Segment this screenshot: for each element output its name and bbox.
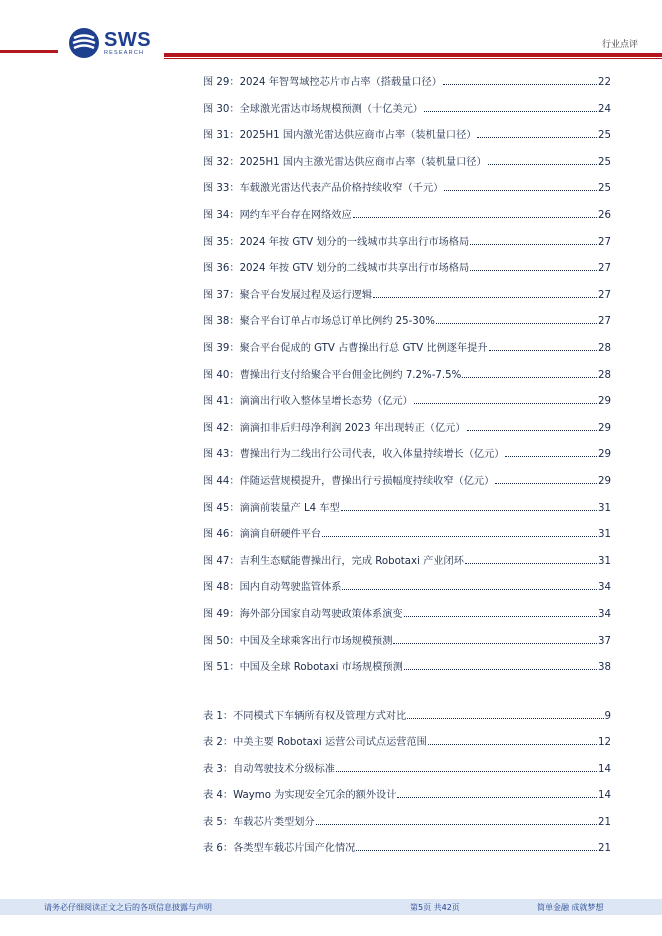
toc-dot-leader [465, 563, 597, 564]
toc-dot-leader [489, 350, 597, 351]
toc-dot-leader [424, 111, 597, 112]
figure-toc-label: 图 30：全球激光雷达市场规模预测（十亿美元） [203, 103, 423, 115]
figure-toc-row[interactable] [203, 500, 611, 514]
figure-toc-row[interactable] [203, 313, 611, 327]
table-toc-label: 表 2：中美主要 Robotaxi 运营公司试点运营范围 [203, 737, 427, 749]
figure-toc-page-number: 25 [598, 130, 611, 142]
toc-dot-leader [341, 510, 597, 511]
figure-toc-label: 图 35：2024 年按 GTV 划分的一线城市共享出行市场格局 [203, 236, 470, 248]
toc-dot-leader [505, 456, 597, 457]
figure-toc-page-number: 31 [598, 529, 611, 541]
table-toc-label: 表 6：各类型车载芯片国产化情况 [203, 843, 356, 854]
figure-toc-row[interactable] [203, 393, 611, 407]
logo-sub-text: RESEARCH [104, 49, 145, 56]
footer-disclaimer: 请务必仔细阅读正文之后的各项信息披露与声明 [44, 903, 212, 912]
figure-toc-row[interactable] [203, 207, 611, 221]
sws-logo-icon [68, 27, 100, 59]
toc-dot-leader [467, 430, 597, 431]
footer-page-info: 第5页 共42页 [410, 903, 460, 912]
figure-toc-page-number: 27 [598, 289, 611, 301]
figure-toc-page-number: 28 [598, 369, 611, 381]
figure-toc-row[interactable] [203, 446, 611, 460]
figure-toc-label: 图 50：中国及全球乘客出行市场规模预测 [203, 635, 393, 647]
table-toc-row[interactable] [203, 787, 611, 801]
figure-toc-page-number: 29 [598, 476, 611, 487]
table-toc-row[interactable] [203, 840, 611, 854]
figure-toc-page-number: 27 [598, 263, 611, 275]
table-toc-row[interactable] [203, 734, 611, 748]
table-toc-row[interactable] [203, 761, 611, 775]
toc-dot-leader [397, 797, 597, 798]
figure-toc-label: 图 29：2024 年智驾域控芯片市占率（搭载量口径） [203, 77, 442, 88]
figure-toc-label: 图 38：聚合平台订单占市场总订单比例约 25-30% [203, 316, 435, 328]
toc-dot-leader [407, 718, 603, 719]
toc-dot-leader [373, 297, 597, 298]
figure-toc-page-number: 25 [598, 156, 611, 168]
figure-toc-page-number: 29 [598, 449, 611, 461]
figure-toc-page-number: 22 [598, 77, 611, 88]
table-toc-page-number: 21 [598, 816, 611, 828]
toc-dot-leader [428, 744, 597, 745]
table-toc-page-number: 14 [598, 763, 611, 775]
figure-toc-label: 图 48：国内自动驾驶监管体系 [203, 582, 342, 594]
figure-toc-page-number: 34 [598, 582, 611, 594]
figure-toc-label: 图 39：聚合平台促成的 GTV 占曹操出行总 GTV 比例逐年提升 [203, 343, 488, 354]
figure-toc-label: 图 43：曹操出行为二线出行公司代表，收入体量持续增长（亿元） [203, 449, 505, 461]
table-toc-page-number: 12 [598, 737, 611, 749]
figure-toc-row[interactable] [203, 659, 611, 673]
toc-dot-leader [488, 164, 597, 165]
toc-dot-leader [404, 616, 597, 617]
logo-wordmark [104, 30, 151, 57]
figure-toc-page-number: 34 [598, 609, 611, 620]
figure-toc-row[interactable] [203, 260, 611, 274]
toc-dot-leader [436, 323, 597, 324]
toc-dot-leader [336, 771, 597, 772]
figure-toc-row[interactable] [203, 420, 611, 434]
figure-toc-page-number: 27 [598, 316, 611, 328]
table-toc-page-number: 14 [598, 790, 611, 802]
table-toc-label: 表 3：自动驾驶技术分级标准 [203, 763, 335, 775]
toc-dot-leader [356, 850, 597, 851]
toc-dot-leader [495, 483, 597, 484]
sws-logo [68, 26, 151, 60]
figure-toc-row[interactable] [203, 367, 611, 381]
table-toc-label: 表 4：Waymo 为实现安全冗余的额外设计 [203, 790, 397, 802]
toc-dot-leader [393, 643, 597, 644]
toc-dot-leader [462, 377, 597, 378]
figure-toc-label: 图 51：中国及全球 Robotaxi 市场规模预测 [203, 662, 403, 674]
toc-dot-leader [443, 84, 597, 85]
figure-toc-label: 图 32：2025H1 国内主激光雷达供应商市占率（装机量口径） [203, 156, 487, 168]
toc-dot-leader [322, 536, 597, 537]
figure-toc-row[interactable] [203, 74, 611, 88]
figure-toc-row[interactable] [203, 633, 611, 647]
figure-toc-page-number: 29 [598, 422, 611, 434]
figure-toc-label: 图 44：伴随运营规模提升，曹操出行亏损幅度持续收窄（亿元） [203, 476, 495, 487]
figure-toc-label: 图 37：聚合平台发展过程及运行逻辑 [203, 289, 373, 301]
figure-toc-label: 图 36：2024 年按 GTV 划分的二线城市共享出行市场格局 [203, 263, 470, 275]
figure-toc-label: 图 41：滴滴出行收入整体呈增长态势（亿元） [203, 396, 413, 408]
figure-toc-page-number: 38 [598, 662, 611, 674]
toc-dot-leader [414, 403, 597, 404]
figure-toc-row[interactable] [203, 180, 611, 194]
figure-toc-label: 图 42：滴滴扣非后归母净利润 2023 年出现转正（亿元） [203, 422, 466, 434]
table-toc-label: 表 5：车载芯片类型划分 [203, 816, 315, 828]
table-toc-page-number: 9 [604, 711, 611, 722]
table-toc-page-number: 21 [598, 843, 611, 854]
table-toc-label: 表 1：不同模式下车辆所有权及管理方式对比 [203, 711, 407, 722]
figure-toc-page-number: 31 [598, 502, 611, 514]
figure-toc-row[interactable] [203, 553, 611, 567]
footer-slogan: 简单金融 成就梦想 [537, 903, 604, 912]
header-red-bar-left [0, 50, 58, 53]
figure-toc-row[interactable] [203, 606, 611, 620]
figure-toc-label: 图 33：车载激光雷达代表产品价格持续收窄（千元） [203, 183, 444, 195]
figure-toc-row[interactable] [203, 234, 611, 248]
figure-toc-label: 图 31：2025H1 国内激光雷达供应商市占率（装机量口径） [203, 130, 477, 142]
figure-toc-page-number: 24 [598, 103, 611, 115]
figure-toc-row[interactable] [203, 340, 611, 354]
figure-toc-label: 图 45：滴滴前装量产 L4 车型 [203, 502, 340, 514]
figure-toc-row[interactable] [203, 154, 611, 168]
logo-main-text: SWS [104, 28, 152, 51]
figure-toc-page-number: 25 [598, 183, 611, 195]
toc-dot-leader [316, 824, 597, 825]
figure-toc-row[interactable] [203, 526, 611, 540]
figure-toc-page-number: 26 [598, 210, 611, 221]
figure-toc-row[interactable] [203, 287, 611, 301]
toc-dot-leader [470, 244, 597, 245]
header-red-line [164, 58, 662, 59]
figure-toc-page-number: 37 [598, 635, 611, 647]
figure-toc-label: 图 49：海外部分国家自动驾驶政策体系演变 [203, 609, 403, 620]
figure-toc-page-number: 31 [598, 555, 611, 567]
figure-toc-row[interactable] [203, 101, 611, 115]
page-header [0, 0, 662, 70]
toc-dot-leader [353, 217, 597, 218]
toc-dot-leader [404, 669, 597, 670]
figure-toc-page-number: 27 [598, 236, 611, 248]
toc-dot-leader [444, 190, 597, 191]
header-red-bar-right [164, 53, 662, 57]
figure-toc-page-number: 29 [598, 396, 611, 408]
table-toc-row[interactable] [203, 814, 611, 828]
figure-toc-label: 图 34：网约车平台存在网络效应 [203, 210, 352, 221]
toc-dot-leader [470, 270, 597, 271]
figure-toc-label: 图 40：曹操出行支付给聚合平台佣金比例约 7.2%-7.5% [203, 369, 462, 381]
figure-toc-label: 图 46：滴滴自研硬件平台 [203, 529, 322, 541]
figure-toc-row[interactable] [203, 473, 611, 487]
figure-toc-label: 图 47：吉利生态赋能曹操出行，完成 Robotaxi 产业闭环 [203, 555, 464, 567]
figure-toc-page-number: 28 [598, 343, 611, 354]
figure-toc-row[interactable] [203, 579, 611, 593]
figure-toc-row[interactable] [203, 127, 611, 141]
report-type-tag: 行业点评 [601, 40, 638, 50]
toc-dot-leader [342, 589, 597, 590]
table-toc-row[interactable] [203, 708, 611, 722]
toc-dot-leader [477, 137, 597, 138]
